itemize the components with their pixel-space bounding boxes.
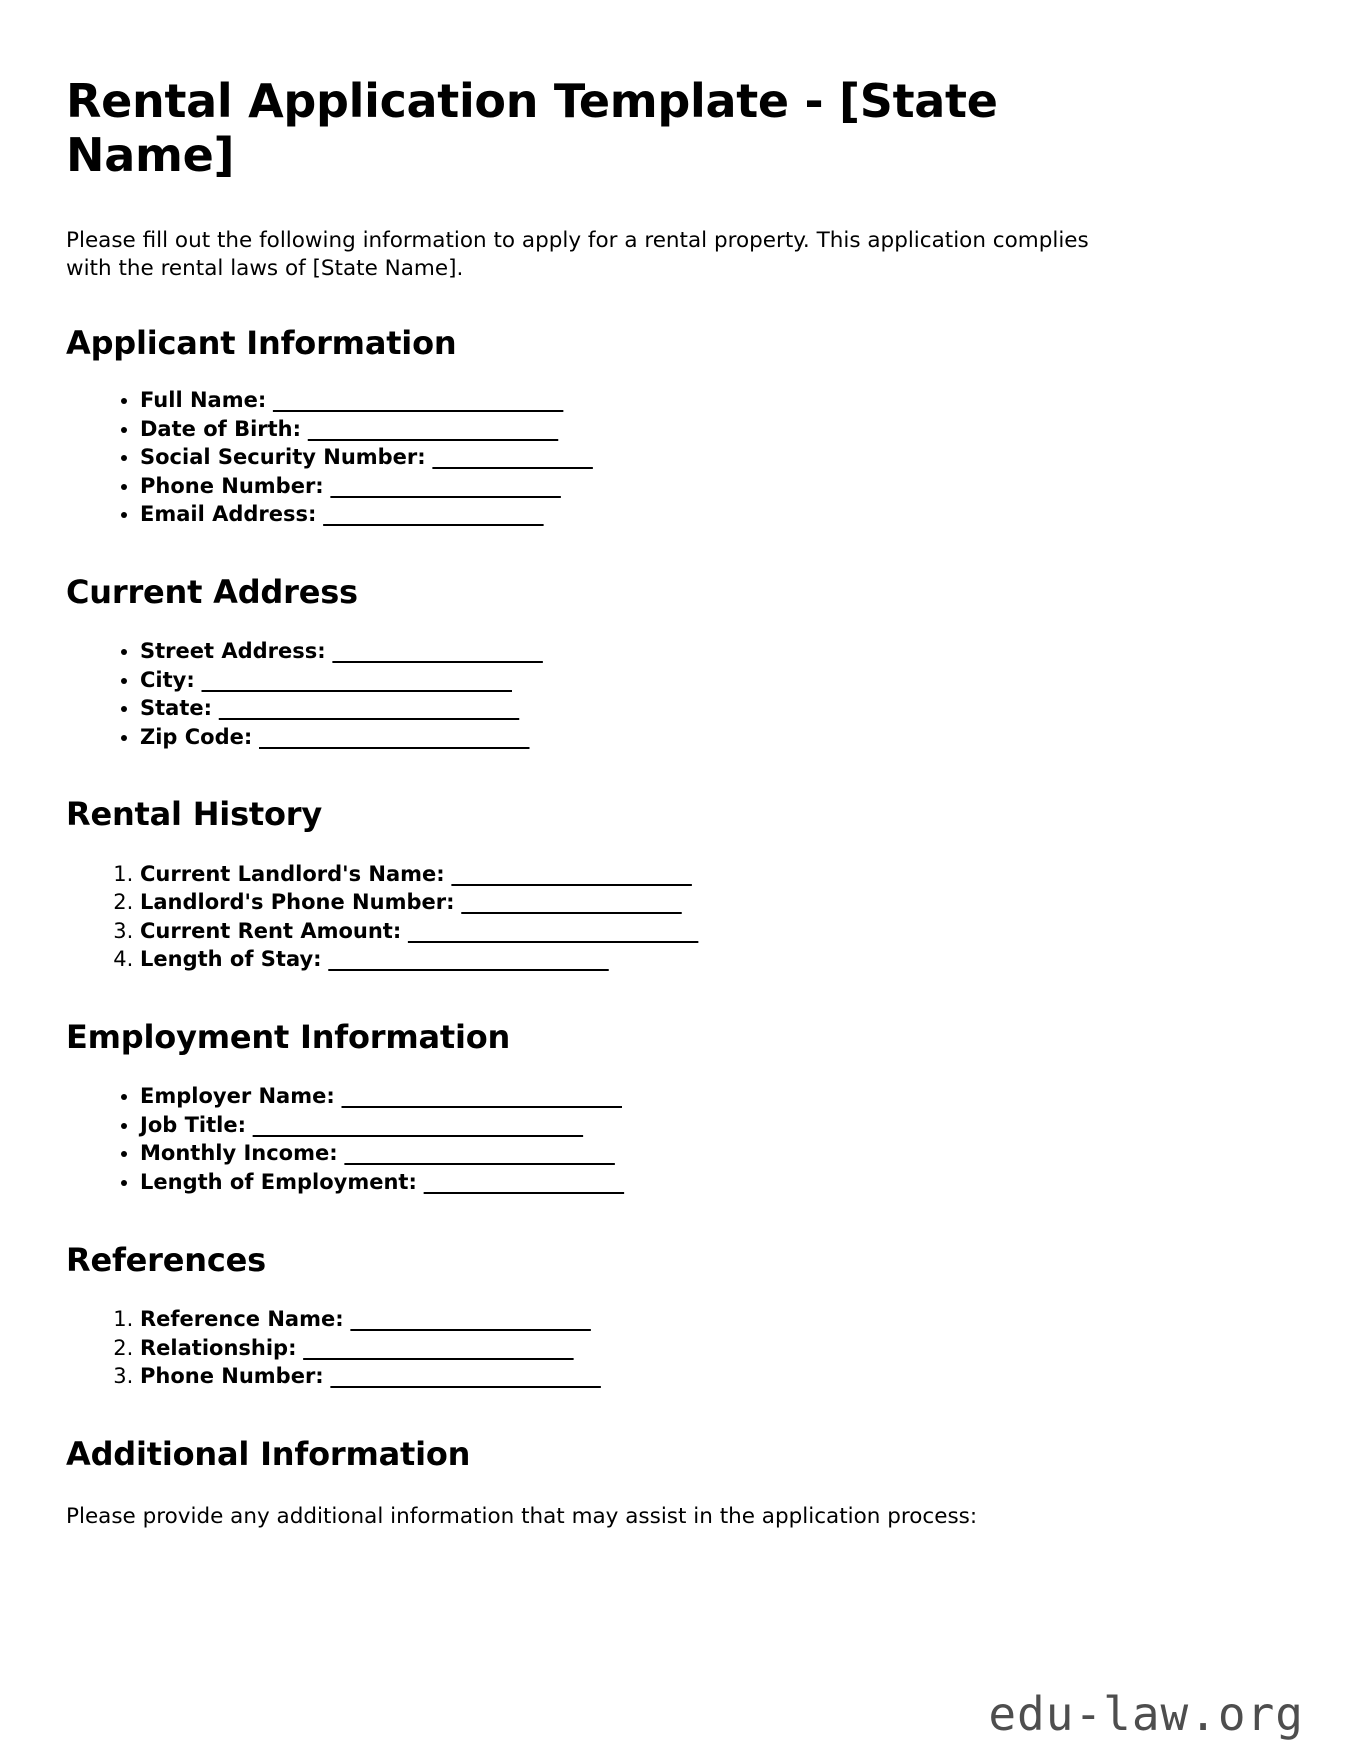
field-label: Current Landlord's Name: bbox=[140, 861, 445, 886]
fill-in-blank[interactable]: ________________ bbox=[432, 445, 593, 470]
field-label: Length of Employment: bbox=[140, 1170, 417, 1195]
list-item bbox=[140, 637, 1242, 666]
employment-information-list bbox=[66, 1082, 1242, 1196]
fill-in-blank[interactable]: ______________________ bbox=[323, 502, 544, 527]
section-heading-current-address: Current Address bbox=[66, 572, 358, 611]
field-label: Zip Code: bbox=[140, 724, 253, 749]
list-item bbox=[140, 666, 1242, 695]
fill-in-blank[interactable]: ___________________________ bbox=[303, 1335, 574, 1360]
list-item bbox=[140, 1305, 1242, 1334]
list-item bbox=[140, 443, 1242, 472]
section-heading-employment-information: Employment Information bbox=[66, 1018, 511, 1056]
fill-in-blank[interactable]: ___________________________ bbox=[258, 724, 529, 749]
section-heading-additional-information: Additional Information bbox=[66, 1434, 471, 1473]
field-label: Landlord's Phone Number: bbox=[140, 890, 455, 915]
current-address-list bbox=[66, 637, 1242, 751]
field-label: Email Address: bbox=[140, 502, 317, 527]
list-item bbox=[140, 1082, 1242, 1111]
list-item bbox=[140, 1168, 1242, 1197]
section-heading-rental-history: Rental History bbox=[66, 795, 323, 834]
field-label: Reference Name: bbox=[140, 1306, 344, 1331]
field-label: Phone Number: bbox=[140, 473, 324, 498]
list-item bbox=[140, 860, 1242, 889]
fill-in-blank[interactable]: ________________________ bbox=[350, 1306, 591, 1331]
field-label: Relationship: bbox=[140, 1335, 297, 1360]
fill-in-blank[interactable]: _________________________________ bbox=[252, 1112, 583, 1137]
fill-in-blank[interactable]: ______________________ bbox=[461, 890, 682, 915]
fill-in-blank[interactable]: _______________________________ bbox=[201, 667, 512, 692]
references-list bbox=[66, 1305, 1242, 1391]
fill-in-blank[interactable]: ____________________________ bbox=[328, 947, 609, 972]
list-item bbox=[140, 945, 1242, 974]
list-item bbox=[140, 1334, 1242, 1363]
list-item bbox=[140, 1111, 1242, 1140]
fill-in-blank[interactable]: ____________________________ bbox=[341, 1084, 622, 1109]
list-item bbox=[140, 1139, 1242, 1168]
list-item bbox=[140, 472, 1242, 501]
fill-in-blank[interactable]: _________________________ bbox=[307, 416, 558, 441]
fill-in-blank[interactable]: _____________________ bbox=[332, 639, 543, 664]
page-title: Rental Application Template - [State Name] bbox=[66, 74, 998, 183]
additional-information-prompt: Please provide any additional information that may assist in the application process: bbox=[66, 1504, 978, 1529]
field-label: Employer Name: bbox=[140, 1084, 335, 1109]
field-label: Date of Birth: bbox=[140, 416, 302, 441]
section-heading-references: References bbox=[66, 1240, 266, 1279]
field-label: State: bbox=[140, 696, 213, 721]
field-label: Street Address: bbox=[140, 639, 326, 664]
section-heading-applicant-information: Applicant Information bbox=[66, 323, 457, 362]
fill-in-blank[interactable]: _______________________ bbox=[330, 473, 561, 498]
list-item bbox=[140, 723, 1242, 752]
list-item bbox=[140, 500, 1242, 529]
fill-in-blank[interactable]: ___________________________ bbox=[330, 1364, 601, 1389]
list-item bbox=[140, 1362, 1242, 1391]
fill-in-blank[interactable]: _____________________________ bbox=[272, 388, 563, 413]
list-item bbox=[140, 386, 1242, 415]
site-watermark: edu-law.org bbox=[988, 1687, 1304, 1741]
list-item bbox=[140, 694, 1242, 723]
list-item bbox=[140, 917, 1242, 946]
field-label: Social Security Number: bbox=[140, 445, 426, 470]
field-label: Phone Number: bbox=[140, 1364, 324, 1389]
field-label: Current Rent Amount: bbox=[140, 918, 402, 943]
fill-in-blank[interactable]: ____________________ bbox=[423, 1170, 624, 1195]
rental-history-list bbox=[66, 860, 1242, 974]
field-label: Monthly Income: bbox=[140, 1141, 338, 1166]
list-item bbox=[140, 888, 1242, 917]
field-label: Job Title: bbox=[140, 1112, 246, 1137]
field-label: City: bbox=[140, 667, 195, 692]
fill-in-blank[interactable]: _____________________________ bbox=[407, 918, 698, 943]
fill-in-blank[interactable]: ______________________________ bbox=[218, 696, 519, 721]
applicant-information-list bbox=[66, 386, 1242, 529]
intro-paragraph: Please fill out the following information to apply for a rental property. This application complies with the rental laws of [State Name]. bbox=[66, 227, 1089, 282]
fill-in-blank[interactable]: ___________________________ bbox=[344, 1141, 615, 1166]
field-label: Full Name: bbox=[140, 388, 267, 413]
field-label: Length of Stay: bbox=[140, 947, 322, 972]
fill-in-blank[interactable]: ________________________ bbox=[451, 861, 692, 886]
list-item bbox=[140, 415, 1242, 444]
